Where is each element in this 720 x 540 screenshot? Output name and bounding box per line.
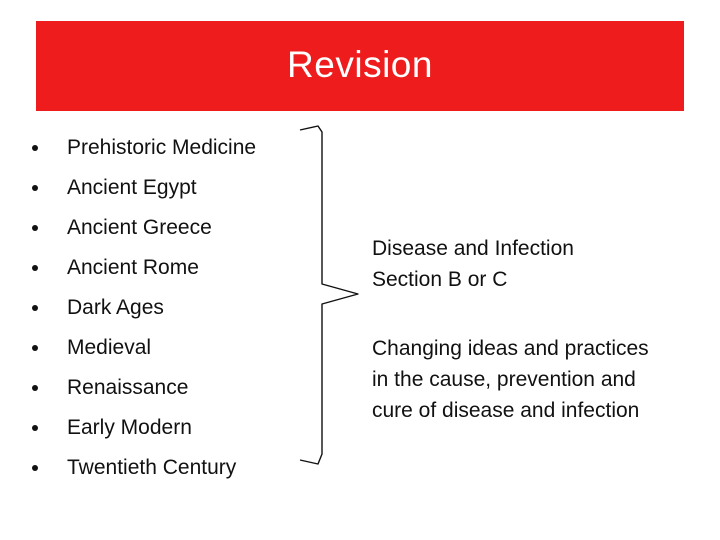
list-item: [32, 168, 256, 208]
list-item: [32, 248, 256, 288]
bracket-icon: [296, 124, 376, 468]
list-item-label: Ancient Egypt: [67, 176, 197, 199]
title-banner: [36, 21, 684, 111]
text-line: Changing ideas and practices: [372, 337, 649, 360]
list-item: [32, 408, 256, 448]
bullet-icon: [32, 385, 38, 391]
list-item: [32, 208, 256, 248]
period-list: [32, 128, 256, 488]
list-item-label: Twentieth Century: [67, 456, 237, 479]
list-item-label: Dark Ages: [67, 296, 164, 319]
slide-title: Revision: [287, 44, 433, 85]
list-item-label: Prehistoric Medicine: [67, 136, 257, 159]
bullet-icon: [32, 265, 38, 271]
list-item-label: Medieval: [67, 336, 152, 359]
text-line: cure of disease and infection: [372, 399, 640, 422]
bullet-icon: [32, 465, 38, 471]
list-item: [32, 448, 256, 488]
bullet-icon: [32, 185, 38, 191]
list-item: [32, 368, 256, 408]
list-item: [32, 128, 256, 168]
text-line: Disease and Infection: [372, 237, 574, 260]
list-item: [32, 328, 256, 368]
bullet-icon: [32, 305, 38, 311]
list-item: [32, 288, 256, 328]
list-item-label: Early Modern: [67, 416, 192, 439]
bullet-icon: [32, 425, 38, 431]
text-line: in the cause, prevention and: [372, 368, 636, 391]
list-item-label: Ancient Greece: [67, 216, 212, 239]
bullet-icon: [32, 145, 38, 151]
list-item-label: Renaissance: [67, 376, 189, 399]
list-item-label: Ancient Rome: [67, 256, 199, 279]
text-line: Section B or C: [372, 268, 508, 291]
theme-text: [372, 333, 649, 426]
bullet-icon: [32, 225, 38, 231]
exam-section-text: [372, 233, 574, 295]
bullet-icon: [32, 345, 38, 351]
